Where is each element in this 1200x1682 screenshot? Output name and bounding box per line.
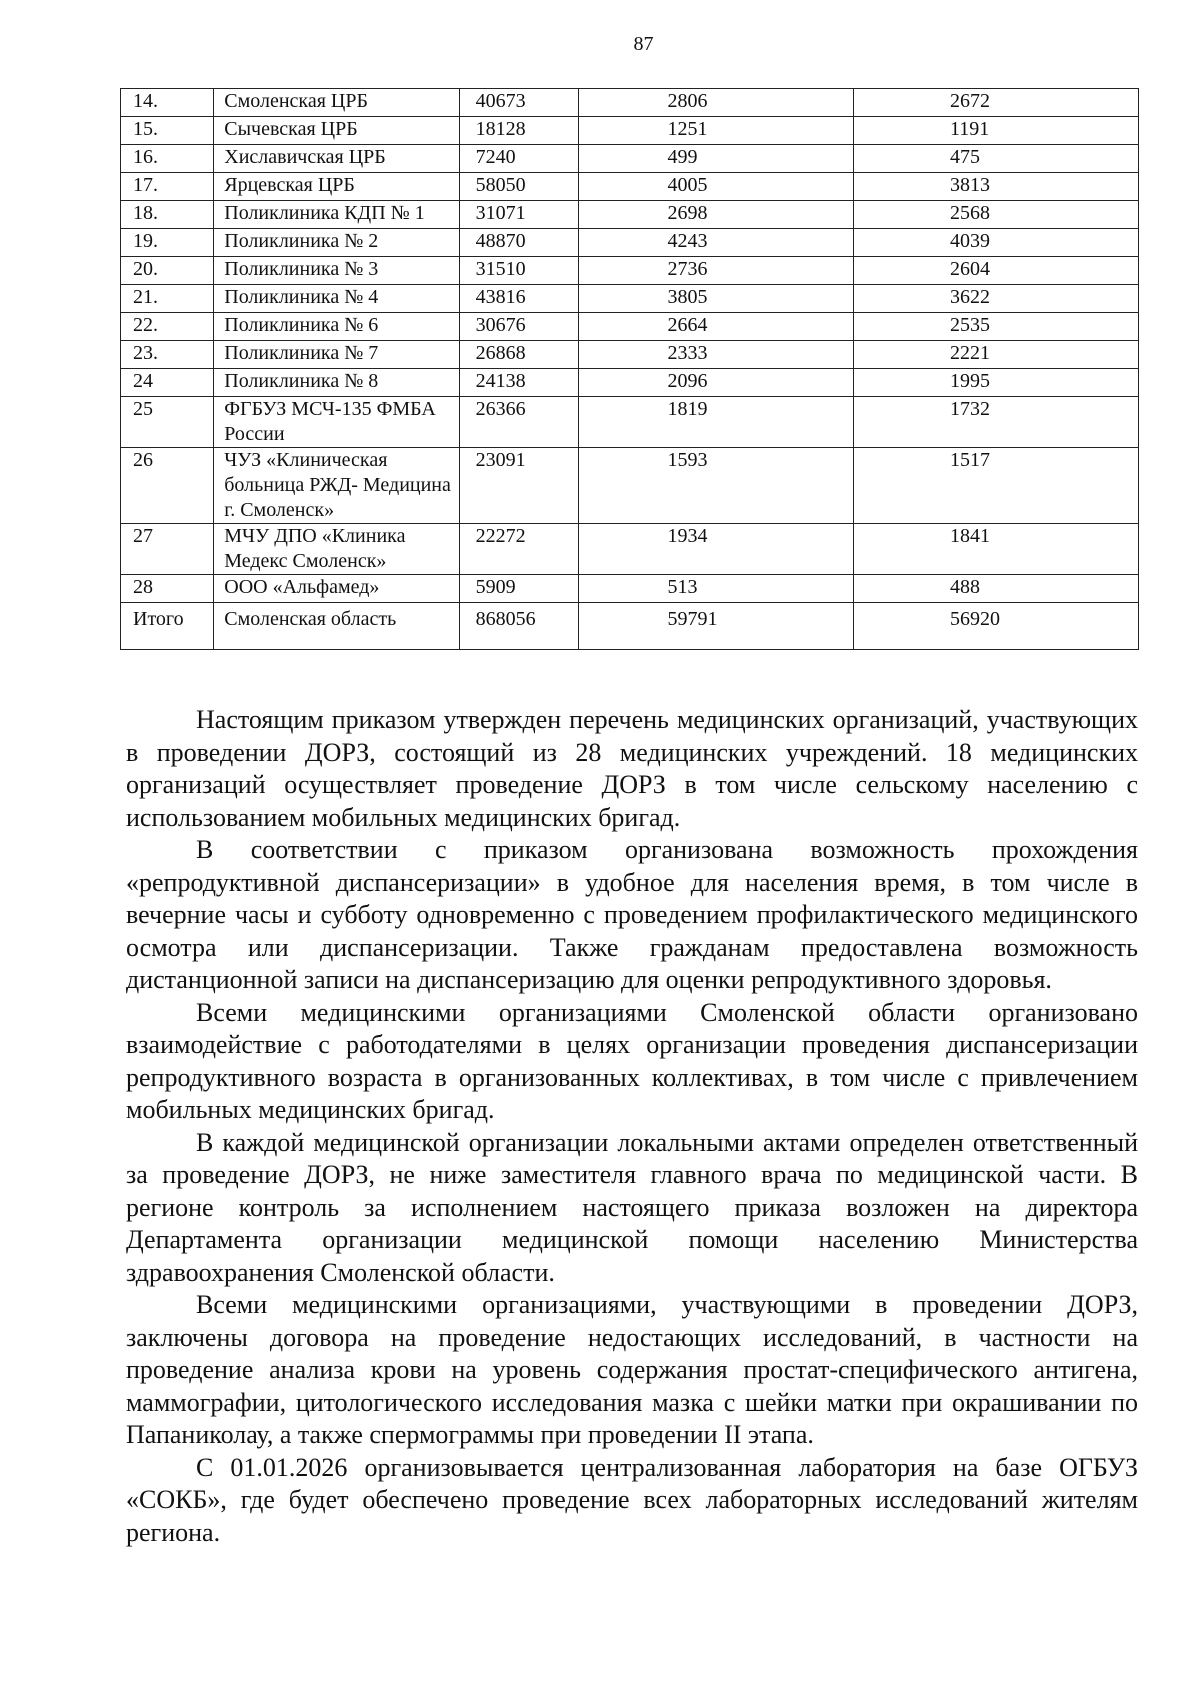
value-3: 1191 — [854, 117, 1139, 145]
value-1: 48870 — [459, 229, 579, 257]
row-number: 15. — [121, 117, 214, 145]
row-number: 19. — [121, 229, 214, 257]
total-label: Итого — [121, 603, 214, 650]
value-3: 1841 — [854, 524, 1139, 575]
total-value-1: 868056 — [459, 603, 579, 650]
org-name: Хиславичская ЦРБ — [214, 145, 459, 173]
value-3: 2672 — [854, 89, 1139, 117]
org-name: ООО «Альфамед» — [214, 575, 459, 603]
row-number: 23. — [121, 341, 214, 369]
org-name: Ярцевская ЦРБ — [214, 173, 459, 201]
value-2: 2806 — [579, 89, 854, 117]
table-row — [121, 285, 1139, 313]
body-text — [126, 704, 1138, 1549]
value-3: 1995 — [854, 369, 1139, 397]
org-name: Поликлиника № 8 — [214, 369, 459, 397]
row-number: 24 — [121, 369, 214, 397]
value-2: 1251 — [579, 117, 854, 145]
org-name: Поликлиника № 3 — [214, 257, 459, 285]
value-1: 24138 — [459, 369, 579, 397]
value-2: 1593 — [579, 448, 854, 524]
row-number: 17. — [121, 173, 214, 201]
value-3: 3813 — [854, 173, 1139, 201]
value-3: 488 — [854, 575, 1139, 603]
table-row — [121, 341, 1139, 369]
value-2: 2096 — [579, 369, 854, 397]
table-row — [121, 257, 1139, 285]
value-2: 1934 — [579, 524, 854, 575]
value-1: 7240 — [459, 145, 579, 173]
row-number: 27 — [121, 524, 214, 575]
table-row — [121, 369, 1139, 397]
value-2: 2664 — [579, 313, 854, 341]
org-name: МЧУ ДПО «Клиника Медекс Смоленск» — [214, 524, 459, 575]
value-1: 26868 — [459, 341, 579, 369]
paragraph: В соответствии с приказом организована возможность прохождения «репродуктивной диспансеризации» в удобное для населения время, в том числе в вечерние часы и субботу одновременно с проведением профилактического медицинского осмотра или диспансеризации. Также гражданам предоставлена возможность дистанционной записи на диспансеризацию для оценки репродуктивного здоровья. — [126, 835, 1138, 994]
row-number: 22. — [121, 313, 214, 341]
total-value-3: 56920 — [854, 603, 1139, 650]
row-number: 26 — [121, 448, 214, 524]
value-1: 30676 — [459, 313, 579, 341]
value-3: 2604 — [854, 257, 1139, 285]
org-name: ЧУЗ «Клиническая больница РЖД- Медицина г. Смоленск» — [214, 448, 459, 524]
table-row — [121, 229, 1139, 257]
table-row — [121, 397, 1139, 448]
value-2: 4005 — [579, 173, 854, 201]
row-number: 28 — [121, 575, 214, 603]
org-name: Смоленская ЦРБ — [214, 89, 459, 117]
org-name: Сычевская ЦРБ — [214, 117, 459, 145]
value-3: 3622 — [854, 285, 1139, 313]
table-row — [121, 201, 1139, 229]
table-row — [121, 145, 1139, 173]
org-name: Поликлиника № 6 — [214, 313, 459, 341]
row-number: 25 — [121, 397, 214, 448]
value-1: 22272 — [459, 524, 579, 575]
page-number: 87 — [633, 33, 654, 55]
value-1: 5909 — [459, 575, 579, 603]
table-row — [121, 117, 1139, 145]
value-1: 31510 — [459, 257, 579, 285]
paragraph: В каждой медицинской организации локальными актами определен ответственный за проведение ДОРЗ, не ниже заместителя главного врача по медицинской части. В регионе контроль за исполнением настоящего приказа возложен на директора Департамента организации медицинской помощи населению Министерства здравоохранения Смоленской области. — [126, 1127, 1138, 1287]
value-3: 2568 — [854, 201, 1139, 229]
table-row — [121, 173, 1139, 201]
value-2: 1819 — [579, 397, 854, 448]
value-1: 18128 — [459, 117, 579, 145]
value-3: 1517 — [854, 448, 1139, 524]
value-2: 2736 — [579, 257, 854, 285]
row-number: 16. — [121, 145, 214, 173]
table-row — [121, 524, 1139, 575]
organizations-table — [120, 88, 1139, 650]
value-3: 2535 — [854, 313, 1139, 341]
paragraph: Всеми медицинскими организациями Смоленской области организовано взаимодействие с работодателями в целях организации проведения диспансеризации репродуктивного возраста в организованных коллективах, в том числе с привлечением мобильных медицинских бригад. — [126, 997, 1138, 1124]
value-1: 43816 — [459, 285, 579, 313]
value-1: 23091 — [459, 448, 579, 524]
org-name: Поликлиника КДП № 1 — [214, 201, 459, 229]
value-1: 58050 — [459, 173, 579, 201]
row-number: 20. — [121, 257, 214, 285]
row-number: 18. — [121, 201, 214, 229]
paragraph: Всеми медицинскими организациями, участвующими в проведении ДОРЗ, заключены договора на проведение недостающих исследований, в частности на проведение анализа крови на уровень содержания простат-специфического антигена, маммографии, цитологического исследования мазка с шейки матки при окрашивании по Папаниколау, а также спермограммы при проведении II этапа. — [126, 1290, 1138, 1449]
value-3: 2221 — [854, 341, 1139, 369]
total-value-2: 59791 — [579, 603, 854, 650]
row-number: 14. — [121, 89, 214, 117]
org-name: ФГБУЗ МСЧ-135 ФМБА России — [214, 397, 459, 448]
value-2: 2333 — [579, 341, 854, 369]
value-1: 26366 — [459, 397, 579, 448]
value-2: 3805 — [579, 285, 854, 313]
org-name: Поликлиника № 4 — [214, 285, 459, 313]
table-row — [121, 448, 1139, 524]
table-row — [121, 89, 1139, 117]
value-1: 40673 — [459, 89, 579, 117]
value-2: 513 — [579, 575, 854, 603]
value-2: 499 — [579, 145, 854, 173]
paragraph: С 01.01.2026 организовывается централизованная лаборатория на базе ОГБУЗ «СОКБ», где будет обеспечено проведение всех лабораторных исследований жителям региона. — [126, 1452, 1138, 1547]
total-region: Смоленская область — [214, 603, 459, 650]
row-number: 21. — [121, 285, 214, 313]
table-row — [121, 313, 1139, 341]
paragraph: Настоящим приказом утвержден перечень медицинских организаций, участвующих в проведении ДОРЗ, состоящий из 28 медицинских учреждений. 18 медицинских организаций осуществляет проведение ДОРЗ в том числе сельскому населению с использованием мобильных медицинских бригад. — [126, 705, 1138, 832]
value-3: 4039 — [854, 229, 1139, 257]
value-1: 31071 — [459, 201, 579, 229]
org-name: Поликлиника № 2 — [214, 229, 459, 257]
value-2: 2698 — [579, 201, 854, 229]
value-3: 1732 — [854, 397, 1139, 448]
org-name: Поликлиника № 7 — [214, 341, 459, 369]
value-3: 475 — [854, 145, 1139, 173]
table-total-row — [121, 603, 1139, 650]
table-row — [121, 575, 1139, 603]
value-2: 4243 — [579, 229, 854, 257]
